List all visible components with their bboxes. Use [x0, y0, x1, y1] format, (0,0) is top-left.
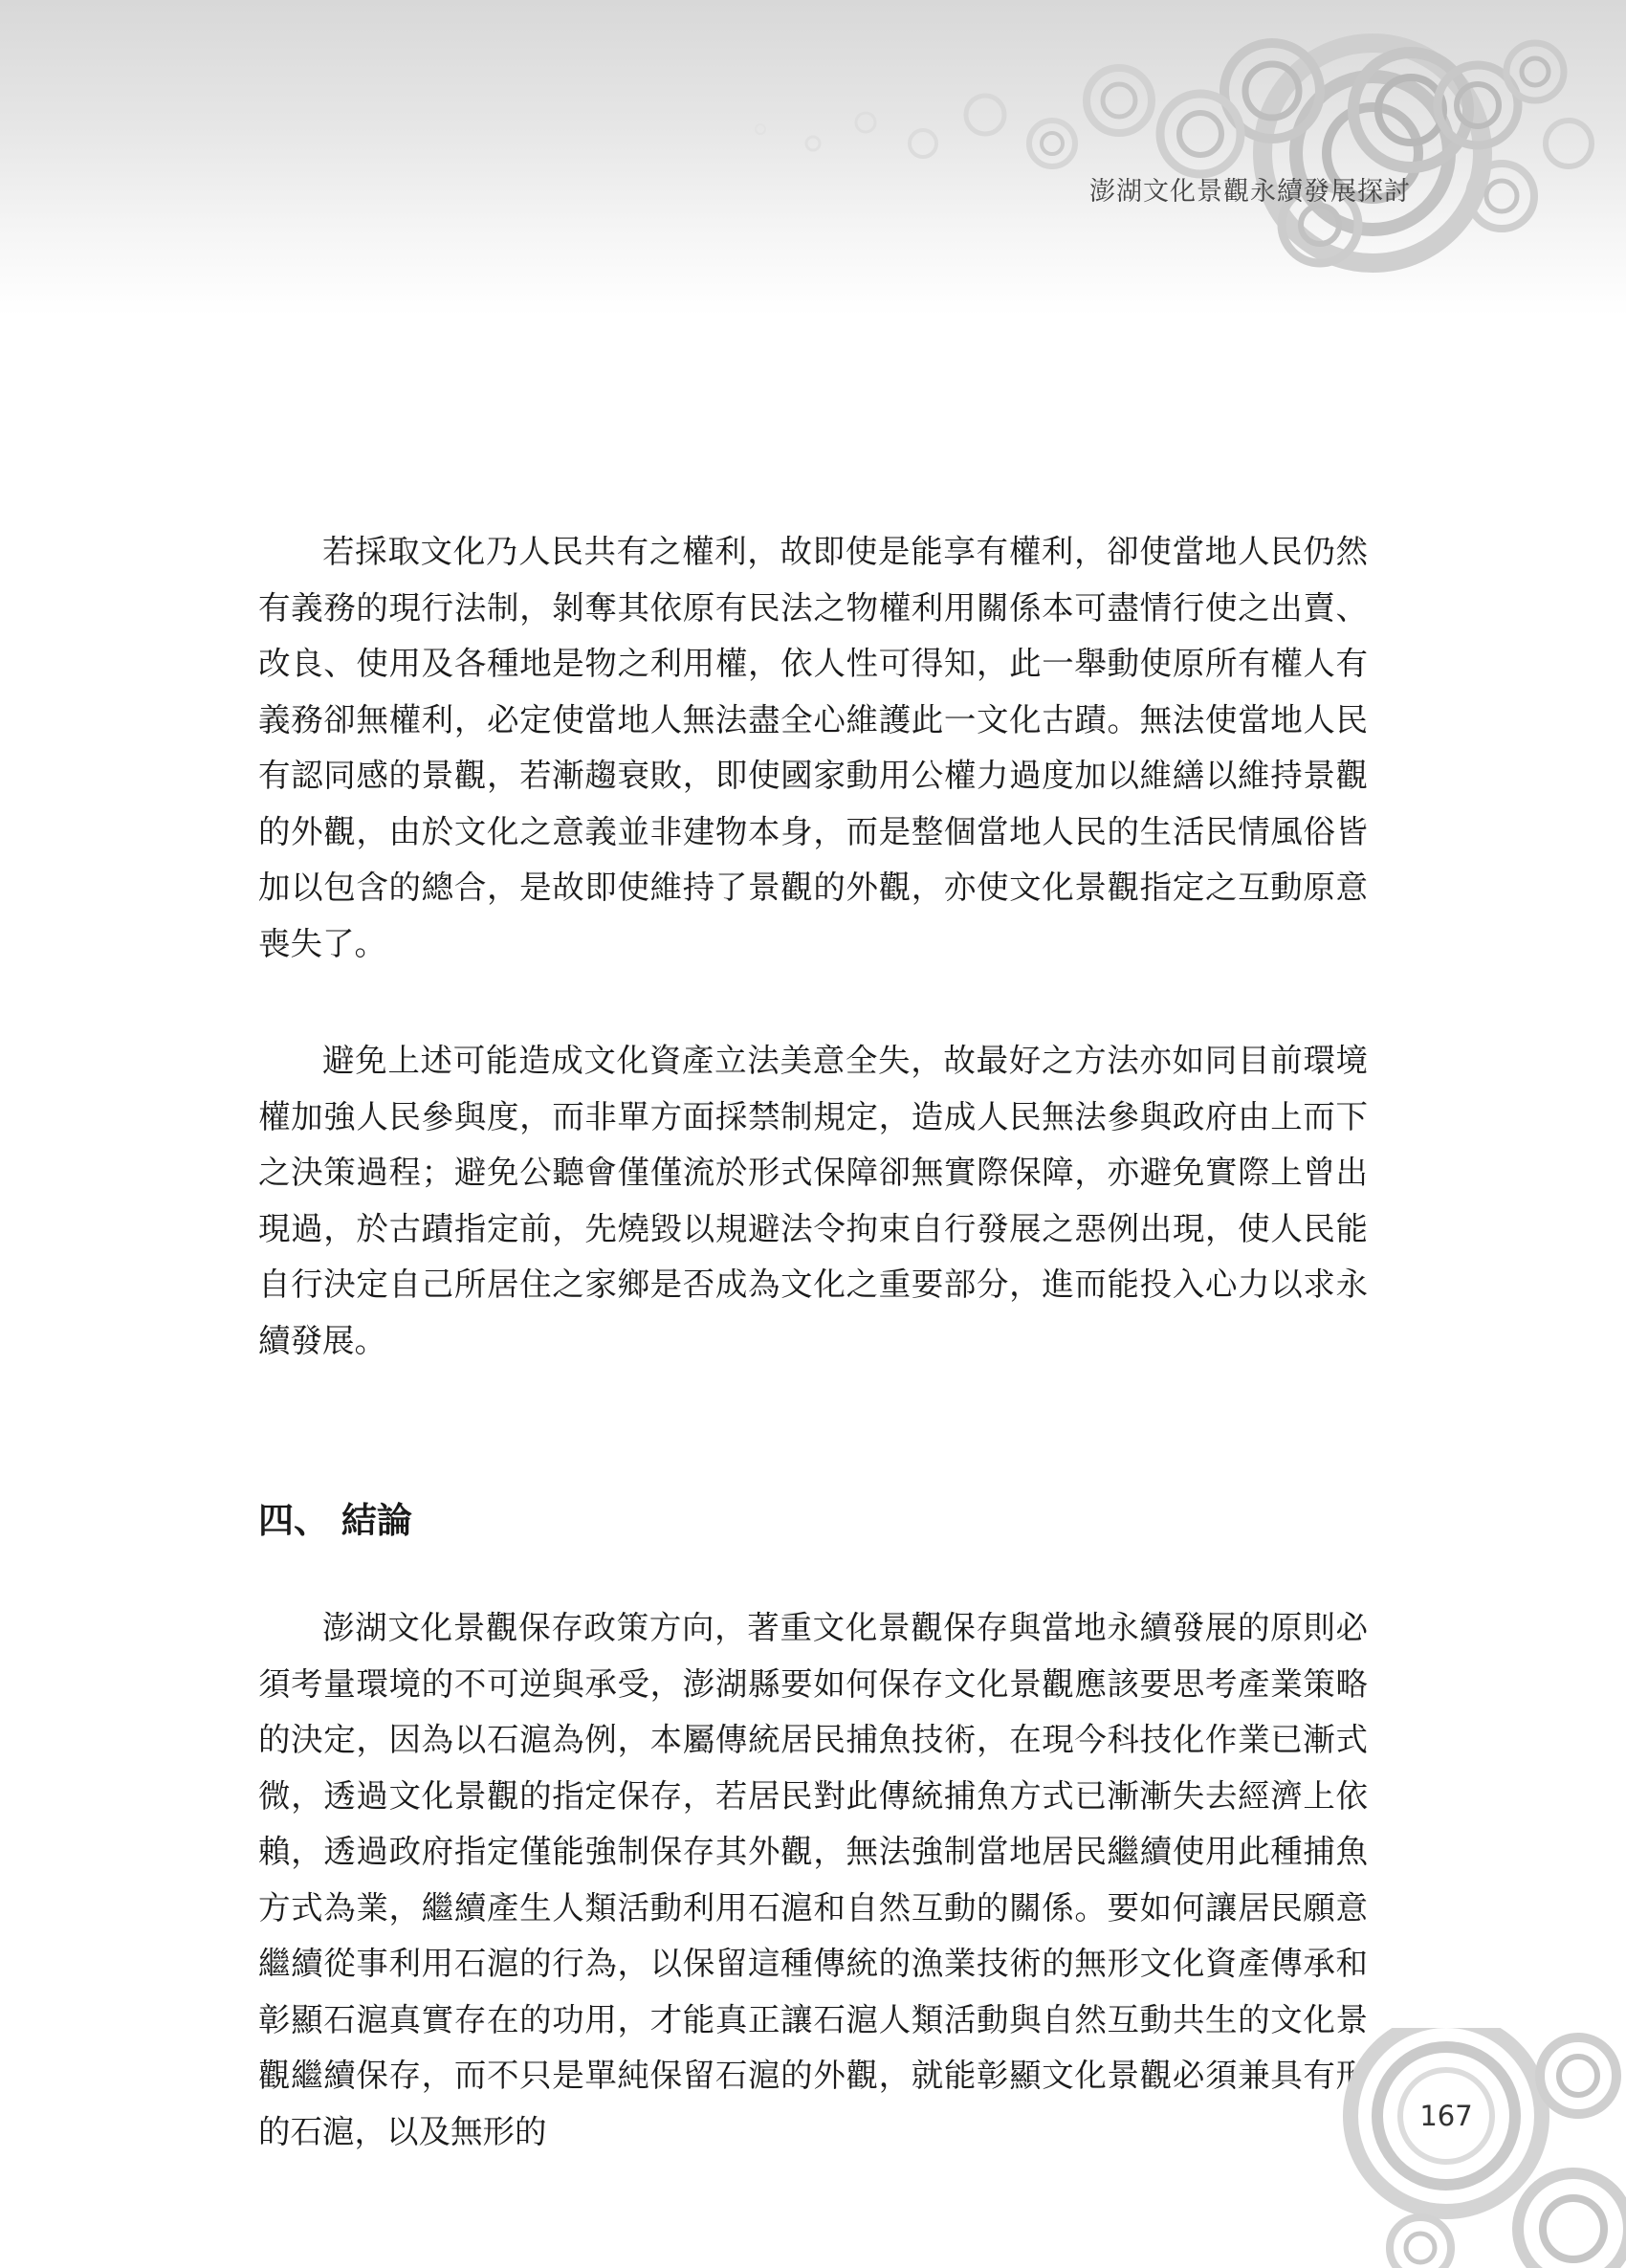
page-number: 167	[1419, 2100, 1473, 2132]
decorative-circles-header	[0, 0, 1626, 316]
body-paragraph-1: 若採取文化乃人民共有之權利，故即使是能享有權利，卻使當地人民仍然有義務的現行法制，剝奪其依原有民法之物權利用關係本可盡情行使之出賣、改良、使用及各種地是物之利用權，依人性可得知，此一舉動使原所有權人有義務卻無權利，必定使當地人無法盡全心維護此一文化古蹟。無法使當地人民有認同感的景觀，若漸趨衰敗，即使國家動用公權力過度加以維繕以維持景觀的外觀，由於文化之意義並非建物本身，而是整個當地人民的生活民情風俗皆加以包含的總合，是故即使維持了景觀的外觀，亦使文化景觀指定之互動原意喪失了。	[258, 533, 1368, 962]
section-paragraph: 澎湖文化景觀保存政策方向，著重文化景觀保存與當地永續發展的原則必須考量環境的不可逆與承受，澎湖縣要如何保存文化景觀應該要思考產業策略的決定，因為以石滬為例，本屬傳統居民捕魚技術，在現今科技化作業已漸式微，透過文化景觀的指定保存，若居民對此傳統捕魚方式已漸漸失去經濟上依賴，透過政府指定僅能強制保存其外觀，無法強制當地居民繼續使用此種捕魚方式為業，繼續產生人類活動利用石滬和自然互動的關係。要如何讓居民願意繼續從事利用石滬的行為，以保留這種傳統的漁業技術的無形文化資產傳承和彰顯石滬真實存在的功用，才能真正讓石滬人類活動與自然互動共生的文化景觀繼續保存，而不只是單純保留石滬的外觀，就能彰顯文化景觀必須兼具有形的石滬，以及無形的	[258, 1609, 1368, 2150]
main-content	[258, 524, 1368, 2160]
decorative-circles-footer	[1339, 2028, 1626, 2268]
running-title: 澎湖文化景觀永續發展探討	[1089, 177, 1411, 207]
section-heading: 四、 結論	[258, 1500, 412, 1541]
body-paragraph-2: 避免上述可能造成文化資產立法美意全失，故最好之方法亦如同目前環境權加強人民參與度，而非單方面採禁制規定，造成人民無法參與政府由上而下之決策過程；避免公聽會僅僅流於形式保障卻無實際保障，亦避免實際上曾出現過，於古蹟指定前，先燒毀以規避法令拘束自行發展之惡例出現，使人民能自行決定自己所居住之家鄉是否成為文化之重要部分，進而能投入心力以求永續發展。	[258, 1042, 1368, 1359]
